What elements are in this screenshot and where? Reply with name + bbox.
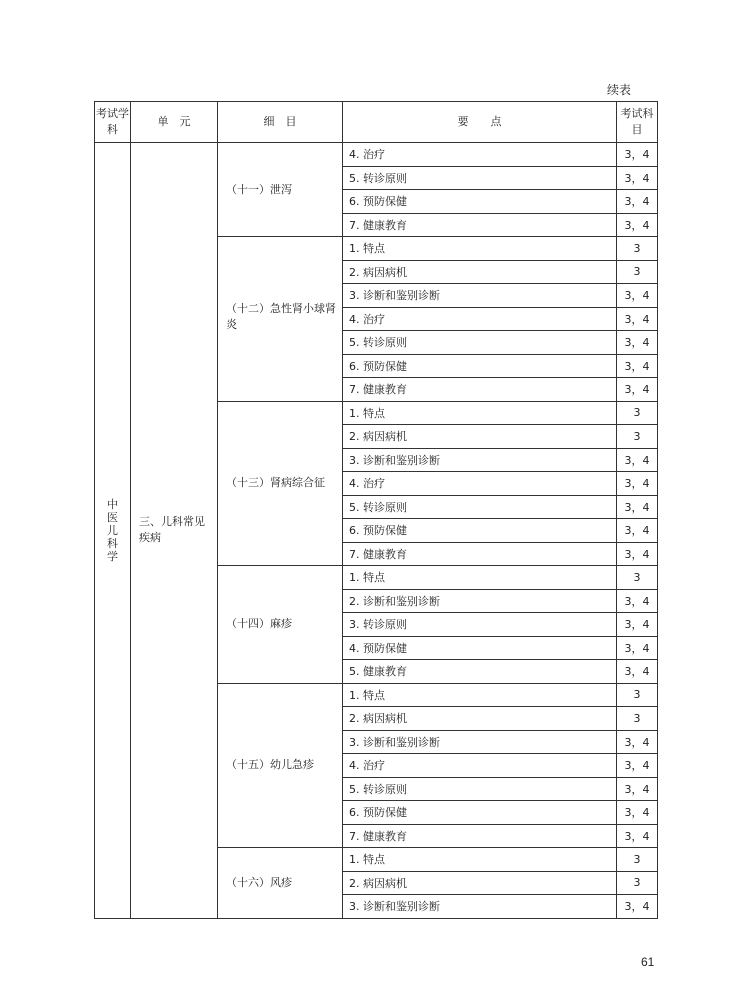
point-cell: 3. 诊断和鉴别诊断 [343, 448, 617, 472]
level-cell: 3，4 [617, 213, 658, 237]
point-cell: 1. 特点 [343, 683, 617, 707]
point-cell: 5. 转诊原则 [343, 777, 617, 801]
level-cell: 3 [617, 707, 658, 731]
level-cell: 3，4 [617, 777, 658, 801]
level-cell: 3，4 [617, 472, 658, 496]
table-row [95, 143, 658, 167]
level-cell: 3，4 [617, 542, 658, 566]
subject-text: 中医儿科学 [107, 497, 118, 563]
point-cell: 7. 健康教育 [343, 213, 617, 237]
detail-cell: （十六）风疹 [218, 848, 343, 919]
point-cell: 3. 诊断和鉴别诊断 [343, 730, 617, 754]
point-cell: 2. 诊断和鉴别诊断 [343, 589, 617, 613]
level-cell: 3，4 [617, 613, 658, 637]
level-cell: 3，4 [617, 519, 658, 543]
point-cell: 3. 转诊原则 [343, 613, 617, 637]
point-cell: 4. 治疗 [343, 754, 617, 778]
level-cell: 3 [617, 566, 658, 590]
level-cell: 3 [617, 871, 658, 895]
point-cell: 2. 病因病机 [343, 707, 617, 731]
level-cell: 3，4 [617, 448, 658, 472]
level-cell: 3 [617, 260, 658, 284]
header-level: 考试科目 [617, 102, 658, 143]
header-points: 要 点 [343, 102, 617, 143]
header-row [95, 102, 658, 143]
level-cell: 3 [617, 237, 658, 261]
point-cell: 5. 转诊原则 [343, 166, 617, 190]
point-cell: 5. 健康教育 [343, 660, 617, 684]
level-cell: 3，4 [617, 166, 658, 190]
level-cell: 3 [617, 401, 658, 425]
point-cell: 4. 预防保健 [343, 636, 617, 660]
point-cell: 3. 诊断和鉴别诊断 [343, 284, 617, 308]
point-cell: 2. 病因病机 [343, 425, 617, 449]
level-cell: 3，4 [617, 754, 658, 778]
point-cell: 1. 特点 [343, 566, 617, 590]
point-cell: 2. 病因病机 [343, 260, 617, 284]
point-cell: 6. 预防保健 [343, 519, 617, 543]
point-cell: 1. 特点 [343, 401, 617, 425]
point-cell: 6. 预防保健 [343, 190, 617, 214]
detail-cell: （十三）肾病综合征 [218, 401, 343, 566]
point-cell: 7. 健康教育 [343, 542, 617, 566]
level-cell: 3，4 [617, 636, 658, 660]
point-cell: 4. 治疗 [343, 307, 617, 331]
point-cell: 2. 病因病机 [343, 871, 617, 895]
level-cell: 3，4 [617, 378, 658, 402]
unit-cell: 三、儿科常见疾病 [131, 143, 218, 919]
level-cell: 3，4 [617, 895, 658, 919]
syllabus-table [94, 101, 658, 919]
level-cell: 3，4 [617, 143, 658, 167]
detail-cell: （十五）幼儿急疹 [218, 683, 343, 848]
level-cell: 3 [617, 425, 658, 449]
level-cell: 3，4 [617, 284, 658, 308]
level-cell: 3，4 [617, 801, 658, 825]
point-cell: 7. 健康教育 [343, 378, 617, 402]
header-unit: 单 元 [131, 102, 218, 143]
level-cell: 3 [617, 848, 658, 872]
detail-cell: （十一）泄泻 [218, 143, 343, 237]
level-cell: 3，4 [617, 354, 658, 378]
level-cell: 3，4 [617, 307, 658, 331]
level-cell: 3，4 [617, 730, 658, 754]
point-cell: 5. 转诊原则 [343, 495, 617, 519]
level-cell: 3，4 [617, 495, 658, 519]
point-cell: 7. 健康教育 [343, 824, 617, 848]
detail-cell: （十二）急性肾小球肾炎 [218, 237, 343, 402]
page-number: 61 [641, 955, 655, 969]
point-cell: 4. 治疗 [343, 472, 617, 496]
header-detail: 细 目 [218, 102, 343, 143]
table-body [95, 143, 658, 919]
header-subject: 考试学科 [95, 102, 131, 143]
level-cell: 3，4 [617, 331, 658, 355]
point-cell: 5. 转诊原则 [343, 331, 617, 355]
level-cell: 3，4 [617, 190, 658, 214]
continued-label: 续表 [607, 83, 632, 97]
level-cell: 3，4 [617, 589, 658, 613]
point-cell: 1. 特点 [343, 848, 617, 872]
point-cell: 4. 治疗 [343, 143, 617, 167]
point-cell: 1. 特点 [343, 237, 617, 261]
level-cell: 3，4 [617, 824, 658, 848]
point-cell: 6. 预防保健 [343, 801, 617, 825]
detail-cell: （十四）麻疹 [218, 566, 343, 684]
point-cell: 3. 诊断和鉴别诊断 [343, 895, 617, 919]
level-cell: 3，4 [617, 660, 658, 684]
point-cell: 6. 预防保健 [343, 354, 617, 378]
subject-cell [95, 143, 131, 919]
level-cell: 3 [617, 683, 658, 707]
